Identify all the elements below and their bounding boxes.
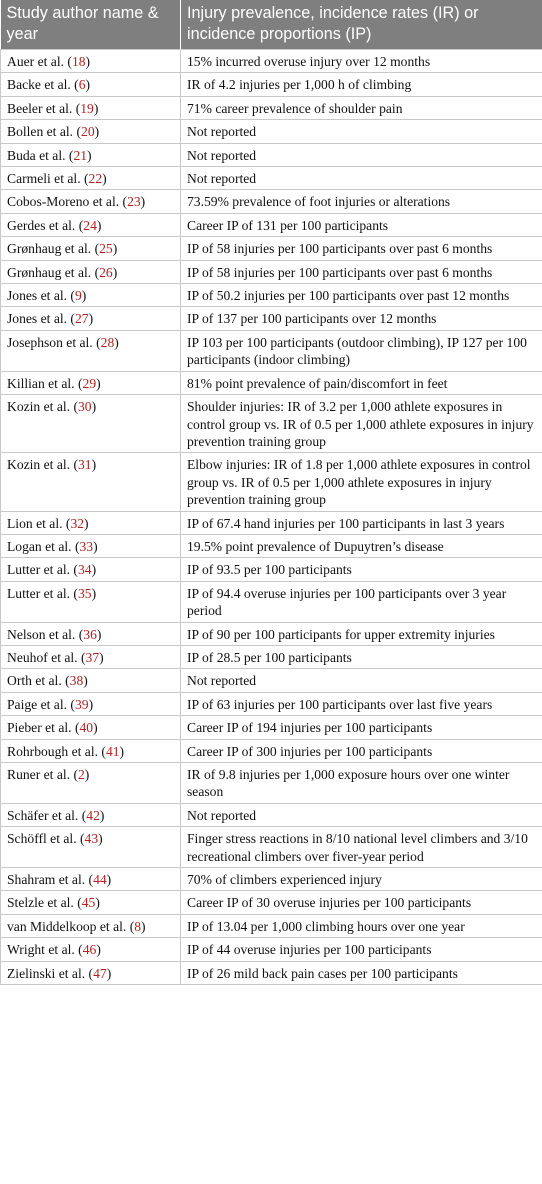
table-row — [1, 143, 542, 166]
author-name: Nelson et al. — [7, 626, 76, 642]
study-author-cell: Backe et al. (6) — [1, 73, 181, 96]
reference-link[interactable]: 6 — [78, 77, 86, 93]
table-row — [1, 511, 542, 534]
study-author-cell: Orth et al. (38) — [1, 669, 181, 692]
reference-link[interactable]: 36 — [83, 626, 97, 642]
reference-link[interactable]: 46 — [82, 942, 97, 958]
author-name: Josephson et al. — [7, 334, 93, 350]
table-row — [1, 534, 542, 557]
table-row — [1, 868, 542, 891]
table-row — [1, 891, 542, 914]
author-name: Backe et al. — [7, 77, 71, 93]
injury-finding-cell: Career IP of 30 overuse injuries per 100 participants — [181, 891, 542, 914]
injury-finding-cell: Career IP of 194 injuries per 100 participants — [181, 716, 542, 739]
injury-finding-cell: Not reported — [181, 143, 542, 166]
table-row — [1, 581, 542, 622]
injury-finding-cell: Not reported — [181, 803, 542, 826]
table-body — [1, 50, 542, 985]
table-row — [1, 371, 542, 394]
reference-link[interactable]: 2 — [77, 767, 85, 782]
table-row — [1, 716, 542, 739]
study-author-cell: van Middelkoop et al. (8) — [1, 914, 181, 937]
reference-link[interactable]: 30 — [77, 399, 92, 415]
study-author-cell: Schäfer et al. (42) — [1, 803, 181, 826]
injury-finding-cell: 15% incurred overuse injury over 12 months — [181, 50, 542, 73]
study-author-cell: Cobos-Moreno et al. (23) — [1, 190, 181, 213]
injury-finding-cell: 81% point prevalence of pain/discomfort in feet — [181, 371, 542, 394]
study-author-cell: Killian et al. (29) — [1, 371, 181, 394]
reference-link[interactable]: 20 — [81, 124, 95, 140]
author-name: Lutter et al. — [7, 585, 71, 601]
author-name: Pieber et al. — [7, 720, 72, 736]
reference-link[interactable]: 34 — [77, 562, 92, 578]
table-row — [1, 213, 542, 236]
table-row — [1, 50, 542, 73]
reference-link[interactable]: 42 — [86, 807, 100, 823]
reference-link[interactable]: 9 — [74, 288, 82, 304]
table-row — [1, 395, 542, 453]
study-author-cell: Grønhaug et al. (25) — [1, 237, 181, 260]
table-row — [1, 167, 542, 190]
study-author-cell: Grønhaug et al. (26) — [1, 260, 181, 283]
author-name: Grønhaug et al. — [7, 264, 92, 280]
study-author-cell: Wright et al. (46) — [1, 938, 181, 961]
reference-link[interactable]: 28 — [100, 334, 115, 350]
injury-finding-cell: IP of 67.4 hand injuries per 100 participants in last 3 years — [181, 511, 542, 534]
header-injury-rates: Injury prevalence, incidence rates (IR) or incidence proportions (IP) — [181, 0, 542, 50]
table-row — [1, 237, 542, 260]
study-author-cell: Paige et al. (39) — [1, 692, 181, 715]
author-name: Lion et al. — [7, 515, 63, 531]
study-author-cell: Lutter et al. (34) — [1, 558, 181, 581]
table-row — [1, 120, 542, 143]
reference-link[interactable]: 37 — [85, 649, 100, 665]
header-row — [1, 0, 542, 50]
header-author-year: Study author name & year — [1, 0, 181, 50]
reference-link[interactable]: 26 — [99, 264, 113, 280]
injury-finding-cell: 73.59% prevalence of foot injuries or alterations — [181, 190, 542, 213]
study-author-cell: Neuhof et al. (37) — [1, 645, 181, 668]
injury-finding-cell: Shoulder injuries: IR of 3.2 per 1,000 athlete exposures in control group vs. IR of 0.5 per 1,000 athlete exposures in injury prevention training group — [181, 395, 542, 453]
author-name: Schöffl et al. — [7, 831, 77, 847]
injury-finding-cell: Not reported — [181, 669, 542, 692]
injury-finding-cell: IP of 90 per 100 participants for upper extremity injuries — [181, 622, 542, 645]
table-row — [1, 692, 542, 715]
author-name: Lutter et al. — [7, 562, 71, 578]
author-name: Shahram et al. — [7, 872, 86, 888]
study-author-cell: Schöffl et al. (43) — [1, 827, 181, 868]
injury-finding-cell: Not reported — [181, 120, 542, 143]
reference-link[interactable]: 33 — [79, 538, 94, 554]
author-name: Paige et al. — [7, 696, 68, 712]
study-author-cell: Stelzle et al. (45) — [1, 891, 181, 914]
reference-link[interactable]: 32 — [70, 515, 85, 531]
reference-link[interactable]: 18 — [71, 54, 86, 69]
author-name: Gerdes et al. — [7, 217, 76, 233]
injury-finding-cell: IP of 58 injuries per 100 participants over past 6 months — [181, 260, 542, 283]
study-author-cell: Shahram et al. (44) — [1, 868, 181, 891]
injury-finding-cell: 19.5% point prevalence of Dupuytren’s disease — [181, 534, 542, 557]
injury-finding-cell: 71% career prevalence of shoulder pain — [181, 96, 542, 119]
injury-finding-cell: IR of 4.2 injuries per 1,000 h of climbing — [181, 73, 542, 96]
table-row — [1, 453, 542, 511]
author-name: Stelzle et al. — [7, 895, 74, 911]
reference-link[interactable]: 38 — [69, 673, 84, 689]
reference-link[interactable]: 44 — [93, 872, 107, 888]
table-row — [1, 739, 542, 762]
study-author-cell: Gerdes et al. (24) — [1, 213, 181, 236]
reference-link[interactable]: 27 — [74, 311, 89, 327]
table-row — [1, 669, 542, 692]
study-author-cell: Auer et al. (18) — [1, 50, 181, 73]
injury-finding-cell: Career IP of 131 per 100 participants — [181, 213, 542, 236]
study-author-cell: Pieber et al. (40) — [1, 716, 181, 739]
injury-finding-cell: IP of 63 injuries per 100 participants over last five years — [181, 692, 542, 715]
reference-link[interactable]: 23 — [127, 194, 141, 210]
author-name: Schäfer et al. — [7, 807, 79, 823]
author-name: Kozin et al. — [7, 399, 71, 415]
injury-finding-cell: Elbow injuries: IR of 1.8 per 1,000 athlete exposures in control group vs. IR of 0.5 per 1,000 athlete exposures in injury prevention training group — [181, 453, 542, 511]
author-name: Bollen et al. — [7, 124, 74, 140]
reference-link[interactable]: 39 — [74, 696, 89, 712]
author-name: Wright et al. — [7, 942, 75, 958]
reference-link[interactable]: 25 — [99, 241, 113, 257]
injury-finding-cell: IP of 28.5 per 100 participants — [181, 645, 542, 668]
injury-finding-cell: IP 103 per 100 participants (outdoor climbing), IP 127 per 100 participants (indoor climbing) — [181, 330, 542, 371]
table-row — [1, 938, 542, 961]
author-name: Auer et al. — [7, 54, 64, 69]
table-row — [1, 307, 542, 330]
reference-link[interactable]: 31 — [77, 457, 92, 473]
study-author-cell: Jones et al. (27) — [1, 307, 181, 330]
study-author-cell: Kozin et al. (30) — [1, 395, 181, 453]
study-author-cell: Josephson et al. (28) — [1, 330, 181, 371]
author-name: Beeler et al. — [7, 100, 73, 116]
table-row — [1, 260, 542, 283]
injury-finding-cell: IP of 137 per 100 participants over 12 months — [181, 307, 542, 330]
table-row — [1, 558, 542, 581]
author-name: Jones et al. — [7, 288, 68, 304]
study-author-cell: Lutter et al. (35) — [1, 581, 181, 622]
table-row — [1, 914, 542, 937]
reference-link[interactable]: 40 — [79, 720, 94, 736]
study-author-cell: Buda et al. (21) — [1, 143, 181, 166]
study-author-cell: Runer et al. (2) — [1, 763, 181, 804]
author-name: Carmeli et al. — [7, 171, 81, 187]
reference-link[interactable]: 8 — [134, 918, 142, 934]
reference-link[interactable]: 45 — [81, 895, 96, 911]
author-name: Cobos-Moreno et al. — [7, 194, 120, 210]
injury-finding-cell: IP of 44 overuse injuries per 100 participants — [181, 938, 542, 961]
author-name: van Middelkoop et al. — [7, 918, 127, 934]
reference-link[interactable]: 21 — [73, 147, 88, 163]
table-row — [1, 190, 542, 213]
table-row — [1, 330, 542, 371]
author-name: Neuhof et al. — [7, 649, 78, 665]
author-name: Killian et al. — [7, 375, 75, 391]
author-name: Zielinski et al. — [7, 965, 86, 981]
table-row — [1, 803, 542, 826]
injury-finding-cell: IP of 50.2 injuries per 100 participants over past 12 months — [181, 284, 542, 307]
study-author-cell: Zielinski et al. (47) — [1, 961, 181, 984]
reference-link[interactable]: 24 — [83, 217, 97, 233]
reference-link[interactable]: 22 — [88, 171, 103, 187]
table-row — [1, 827, 542, 868]
author-name: Jones et al. — [7, 311, 68, 327]
study-author-cell: Logan et al. (33) — [1, 534, 181, 557]
table-row — [1, 73, 542, 96]
author-name: Grønhaug et al. — [7, 241, 92, 257]
table-row — [1, 96, 542, 119]
injury-finding-cell: Career IP of 300 injuries per 100 participants — [181, 739, 542, 762]
reference-link[interactable]: 35 — [77, 585, 92, 601]
study-author-cell: Rohrbough et al. (41) — [1, 739, 181, 762]
study-author-cell: Jones et al. (9) — [1, 284, 181, 307]
table-row — [1, 645, 542, 668]
author-name: Runer et al. — [7, 767, 71, 782]
study-author-cell: Kozin et al. (31) — [1, 453, 181, 511]
reference-link[interactable]: 29 — [82, 375, 97, 391]
injury-finding-cell: IP of 93.5 per 100 participants — [181, 558, 542, 581]
table-row — [1, 622, 542, 645]
study-author-cell: Beeler et al. (19) — [1, 96, 181, 119]
table-header — [1, 0, 542, 50]
reference-link[interactable]: 43 — [84, 831, 99, 847]
author-name: Buda et al. — [7, 147, 66, 163]
study-author-cell: Bollen et al. (20) — [1, 120, 181, 143]
reference-link[interactable]: 19 — [80, 100, 94, 116]
author-name: Logan et al. — [7, 538, 72, 554]
study-author-cell: Carmeli et al. (22) — [1, 167, 181, 190]
author-name: Orth et al. — [7, 673, 62, 689]
reference-link[interactable]: 47 — [93, 965, 107, 981]
table-row — [1, 763, 542, 804]
reference-link[interactable]: 41 — [105, 743, 120, 759]
injury-finding-cell: Finger stress reactions in 8/10 national level climbers and 3/10 recreational climbers over fiver-year period — [181, 827, 542, 868]
injury-finding-cell: IR of 9.8 injuries per 1,000 exposure hours over one winter season — [181, 763, 542, 804]
injury-finding-cell: IP of 26 mild back pain cases per 100 participants — [181, 961, 542, 984]
author-name: Rohrbough et al. — [7, 743, 98, 759]
injury-finding-cell: Not reported — [181, 167, 542, 190]
table-row — [1, 961, 542, 984]
author-name: Kozin et al. — [7, 457, 71, 473]
study-author-cell: Lion et al. (32) — [1, 511, 181, 534]
injury-finding-cell: IP of 94.4 overuse injuries per 100 participants over 3 year period — [181, 581, 542, 622]
injury-finding-cell: IP of 13.04 per 1,000 climbing hours over one year — [181, 914, 542, 937]
injury-finding-cell: 70% of climbers experienced injury — [181, 868, 542, 891]
study-author-cell: Nelson et al. (36) — [1, 622, 181, 645]
table-row — [1, 284, 542, 307]
injury-finding-cell: IP of 58 injuries per 100 participants over past 6 months — [181, 237, 542, 260]
